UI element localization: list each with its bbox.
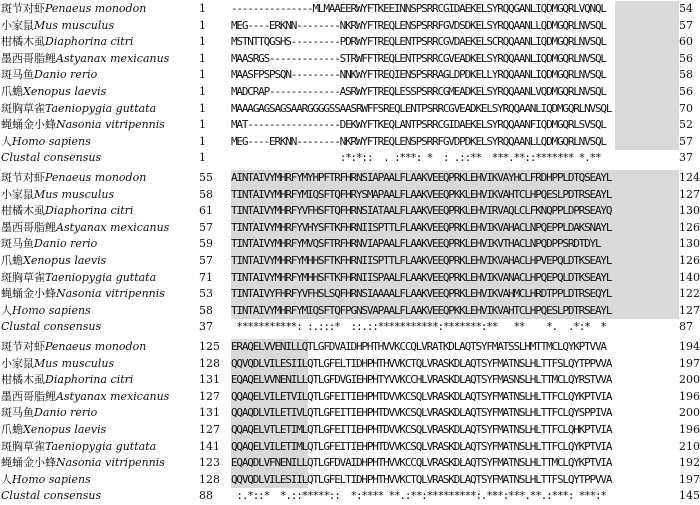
consensus-end-position: 145 (679, 489, 700, 503)
alignment-row (0, 439, 700, 454)
species-label (1, 253, 205, 268)
sequence-end-position: 127 (679, 187, 700, 201)
sequence-start-position: 61 (199, 204, 213, 218)
sequence-start-position: 1 (199, 101, 206, 115)
sequence-end-position: 196 (679, 423, 700, 436)
species-label (1, 356, 205, 371)
species-chinese-name: 斑胸草雀 (1, 439, 45, 453)
sequence-residues: TINTAIVYFHRFYVFHSLSQFHRNSIAAAALFLAAKVEEQPRKLEHVIKVAHMCLHRDTPPLDTRSEQYL (231, 287, 612, 301)
sequence-residues: TINTAIVYMHRFYMHHSFTKFHRNIISPTTLFLAAKVEEQPRKLEHVIKVAHACLHPVEPQLDTKSEAYL (231, 254, 612, 267)
sequence-residues: TINTAIVYMHRFYVFHSFTQFHRNSIATAALFLAAKVEEQPRKLEHVIRVAQLCLFKNQPPLDPRSEAYQ (231, 204, 612, 218)
sequence-end-position: 192 (679, 456, 700, 470)
species-chinese-name: 柑橘木虱 (1, 35, 45, 49)
sequence-residues: EQAQELVVNENILLQTLGFDVGIEHPHTYVVKCCHLVRASKDLAQTSYFMASNSLHLTTMCLQYRSTVVA (231, 373, 612, 387)
species-latin-name: Diaphorina citri (45, 373, 134, 387)
alignment-row (0, 389, 700, 404)
sequence-residues: MEG----ERKNN--------NKRWYFTREQLENSPSRRFGVDSDKELSYRQQAANLLQDMGQRLNVSQL (231, 18, 606, 32)
sequence-end-position: 56 (679, 85, 693, 98)
sequence-start-position: 57 (199, 254, 213, 267)
sequence-start-position: 71 (199, 270, 213, 284)
species-label (1, 389, 205, 404)
sequence-end-position: 57 (679, 18, 693, 32)
species-chinese-name: 小家鼠 (1, 18, 34, 32)
sequence-residues: QQVQDLVILESIILQTLGFELTIDHPHTHVVKCTQLVRASKDLAQTSYFMATNSLHLTTFSLQYTPPVVA (231, 472, 612, 486)
sequence-start-position: 1 (199, 134, 206, 148)
sequence-residues: MADCRAP-------------ASRWYFTREQLESSPSRRCGMEADKELSYRQQAANLVQDMGQRLNVSQL (231, 85, 606, 98)
sequence-residues: EQAQDLVFNENILLQTLGFDVAIDHPHTHVVKCCQLVRASKDLAQTSYFMATNSLHLTTMCLQYKPTVIA (231, 456, 612, 470)
alignment-row (0, 187, 700, 202)
species-label (1, 34, 205, 49)
species-chinese-name: 蝇蛹金小蜂 (1, 456, 56, 470)
sequence-end-position: 127 (679, 303, 700, 317)
sequence-start-position: 1 (199, 35, 206, 49)
sequence-end-position: 124 (679, 171, 700, 184)
sequence-end-position: 52 (679, 118, 693, 132)
sequence-end-position: 56 (679, 51, 693, 65)
alignment-row (0, 253, 700, 268)
species-latin-name: Nasonia vitripennis (56, 456, 165, 470)
consensus-end-position: 37 (679, 151, 693, 165)
alignment-row (0, 286, 700, 301)
species-label (1, 134, 205, 149)
species-label (1, 439, 205, 454)
alignment-row (0, 339, 700, 354)
species-chinese-name: 小家鼠 (1, 356, 34, 370)
alignment-row (0, 203, 700, 218)
alignment-row (0, 67, 700, 82)
species-label (1, 286, 205, 301)
species-label (1, 203, 205, 218)
species-latin-name: Mus musculus (34, 356, 115, 370)
sequence-start-position: 141 (199, 439, 220, 453)
species-latin-name: Taeniopygia guttata (45, 270, 157, 284)
sequence-end-position: 196 (679, 389, 700, 403)
species-chinese-name: 斑马鱼 (1, 406, 34, 420)
sequence-residues: QQAQDLVILETIVLQTLGFEITIEHPHTDVVKCSQLVRASKDLAQTSYFMATNSLHLTTFCLQYSPPIVA (231, 406, 612, 420)
species-label (1, 303, 205, 318)
species-label (1, 84, 205, 99)
consensus-label: Clustal consensus (1, 151, 102, 165)
sequence-residues: ERAQELVVENILLQTLGFDVAIDHPHTHVVKCCQLVRATKDLAQTSYFMATSSLHMTTMCLQYKPTVVA (231, 340, 606, 353)
sequence-start-position: 131 (199, 373, 220, 387)
species-latin-name: Danio rerio (34, 237, 98, 251)
sequence-end-position: 122 (679, 287, 700, 301)
species-chinese-name: 人 (1, 134, 12, 148)
species-latin-name: Homo sapiens (12, 472, 91, 486)
consensus-start-position: 88 (199, 489, 213, 503)
species-label (1, 1, 205, 16)
species-latin-name: Diaphorina citri (45, 204, 134, 218)
species-label (1, 101, 205, 116)
sequence-residues: QQAQELVTLETIMLQTLGFEITIEHPHTDVVKCSQLVRASKDLAQTSYFMATNSLHLTTFCLQHKPTVIA (231, 423, 612, 436)
sequence-start-position: 128 (199, 472, 220, 486)
alignment-row (0, 472, 700, 487)
alignment-row (0, 236, 700, 251)
sequence-start-position: 1 (199, 18, 206, 32)
species-latin-name: Danio rerio (34, 406, 98, 420)
species-chinese-name: 柑橘木虱 (1, 204, 45, 218)
species-chinese-name: 人 (1, 472, 12, 486)
species-chinese-name: 斑节对虾 (1, 171, 45, 184)
species-label (1, 270, 205, 285)
species-chinese-name: 墨西哥脂鲤 (1, 220, 56, 234)
sequence-residues: ---------------MLMAAEERWYFTKEEINNSPSRRCGIDAEKELSYRQQGANLIQDMGQRLVQNQL (231, 2, 606, 15)
sequence-residues: TINTAIVYMHRFYMIQSFTQFHRYSMAPAALFLAAKVEEQPKKLEHVIKVAHTCLHPQESLPDTRSEAYL (231, 187, 612, 201)
species-chinese-name: 柑橘木虱 (1, 373, 45, 387)
sequence-residues: MAASRGS-------------STRWFFTREQLENTPSRRCGVEADKELSYRQQAANLIQDMGQRLNVSQL (231, 51, 606, 65)
sequence-end-position: 130 (679, 204, 700, 218)
species-latin-name: Danio rerio (34, 68, 98, 82)
sequence-start-position: 1 (199, 118, 206, 132)
sequence-residues: MSTNTTQGSHS---------PDRWYFTREQLENTPSRRCGVDAEKELSCRQQAANLIQDMGQRLNVSQL (231, 35, 606, 49)
species-label (1, 236, 205, 251)
clustal-consensus-row (0, 319, 700, 334)
species-chinese-name: 小家鼠 (1, 187, 34, 201)
sequence-end-position: 197 (679, 472, 700, 486)
sequence-residues: MEG----ERKNN--------NKRWYFTREQLENSPSRRFGVDPDKELSYRQQAANLLQDMGQRLNVSQL (231, 134, 606, 148)
alignment-row (0, 51, 700, 66)
species-label (1, 117, 205, 132)
clustal-consensus-row (0, 488, 700, 503)
species-latin-name: Taeniopygia guttata (45, 101, 157, 115)
species-latin-name: Mus musculus (34, 187, 115, 201)
sequence-end-position: 54 (679, 2, 693, 15)
sequence-start-position: 57 (199, 220, 213, 234)
sequence-residues: MAASFPSPSQN---------NNKWYFTREQIENSPSRRAGLDPDKELLYRQQAANLIQDMGQRLNVSQL (231, 68, 606, 82)
alignment-row (0, 270, 700, 285)
sequence-start-position: 1 (199, 2, 206, 15)
species-latin-name: Nasonia vitripennis (56, 287, 165, 301)
alignment-row (0, 117, 700, 132)
sequence-residues: TINTAIVYMHRFYMHHSFTKFHRNIISPAALFLAAKVEEQPRKLEHVIKVANACLHPQEPQLDTKSEAYL (231, 270, 612, 284)
species-chinese-name: 斑马鱼 (1, 237, 34, 251)
species-chinese-name: 蝇蛹金小蜂 (1, 287, 56, 301)
sequence-start-position: 59 (199, 237, 213, 251)
alignment-row (0, 84, 700, 99)
species-latin-name: Astyanax mexicanus (56, 389, 170, 403)
alignment-row (0, 372, 700, 387)
sequence-start-position: 125 (199, 340, 220, 353)
sequence-start-position: 58 (199, 187, 213, 201)
species-chinese-name: 爪蟾 (1, 85, 23, 98)
consensus-label: Clustal consensus (1, 489, 102, 503)
sequence-end-position: 70 (679, 101, 693, 115)
sequence-start-position: 53 (199, 287, 213, 301)
alignment-row (0, 134, 700, 149)
alignment-row (0, 356, 700, 371)
sequence-residues: MAT-----------------DEKWYFTKEQLANTPSRRCGIDAEKELSYRQQAANFIQDMGQRLSVSQL (231, 118, 606, 132)
species-latin-name: Xenopus laevis (23, 254, 107, 267)
sequence-end-position: 58 (679, 68, 693, 82)
consensus-start-position: 1 (199, 151, 206, 165)
species-latin-name: Astyanax mexicanus (56, 51, 170, 65)
sequence-residues: AINTAIVYMHRFYMYHPFTRFHRNSIAPAALFLAAKVEEQPRKLEHVIKVAYHCLFRDHPPLDTQSEAYL (231, 171, 612, 184)
sequence-end-position: 200 (679, 373, 700, 387)
species-latin-name: Penaeus monodon (45, 171, 147, 184)
alignment-block-1 (0, 1, 700, 167)
alignment-row (0, 303, 700, 318)
species-label (1, 67, 205, 82)
species-label (1, 472, 205, 487)
alignment-block-2 (0, 170, 700, 336)
consensus-symbols: :.*::* *.::*****:: *:**** **.:**:*********:.***:***.**.:***: ***:* (231, 489, 606, 503)
sequence-end-position: 130 (679, 237, 700, 251)
sequence-start-position: 123 (199, 456, 220, 470)
sequence-residues: TINTAIVYMHRFYVHYSFTKFHRNIISPTTLFLAAKVEEQPRKLEHVIKVAHACLNPQEPPLDAKSNAYL (231, 220, 612, 234)
consensus-start-position: 37 (199, 320, 213, 334)
sequence-start-position: 131 (199, 406, 220, 420)
species-chinese-name: 人 (1, 303, 12, 317)
species-label (1, 372, 205, 387)
species-label (1, 170, 205, 185)
alignment-row (0, 405, 700, 420)
sequence-start-position: 55 (199, 171, 213, 184)
sequence-start-position: 127 (199, 423, 220, 436)
sequence-end-position: 60 (679, 35, 693, 49)
species-chinese-name: 爪蟾 (1, 423, 23, 436)
species-latin-name: Mus musculus (34, 18, 115, 32)
sequence-start-position: 1 (199, 68, 206, 82)
species-chinese-name: 斑胸草雀 (1, 101, 45, 115)
sequence-start-position: 58 (199, 303, 213, 317)
sequence-start-position: 1 (199, 85, 206, 98)
species-latin-name: Astyanax mexicanus (56, 220, 170, 234)
alignment-block-3 (0, 339, 700, 505)
species-label (1, 187, 205, 202)
sequence-end-position: 57 (679, 134, 693, 148)
sequence-start-position: 128 (199, 356, 220, 370)
species-chinese-name: 斑马鱼 (1, 68, 34, 82)
sequence-end-position: 197 (679, 356, 700, 370)
species-latin-name: Penaeus monodon (45, 2, 147, 15)
species-label (1, 405, 205, 420)
sequence-start-position: 1 (199, 51, 206, 65)
sequence-residues: QQVQDLVILESIILQTLGFELTIDHPHTHVVKCTQLVRASKDLAQTSYFMATNSLHLTTFSLQYTPPVVA (231, 356, 612, 370)
sequence-end-position: 200 (679, 406, 700, 420)
species-chinese-name: 斑节对虾 (1, 2, 45, 15)
species-chinese-name: 爪蟾 (1, 254, 23, 267)
sequence-end-position: 126 (679, 220, 700, 234)
alignment-row (0, 1, 700, 16)
sequence-residues: TINTAIVYMHRFYMIQSFTQFPGNSVAPAALFLAAKVEEQPKKLEHVIKVAHTCLHPQESLPDTRSEAYL (231, 303, 612, 317)
alignment-row (0, 170, 700, 185)
species-latin-name: Xenopus laevis (23, 423, 107, 436)
species-label (1, 51, 205, 66)
alignment-row (0, 34, 700, 49)
species-chinese-name: 墨西哥脂鲤 (1, 51, 56, 65)
species-label (1, 455, 205, 470)
alignment-row (0, 422, 700, 437)
species-latin-name: Nasonia vitripennis (56, 118, 165, 132)
alignment-row (0, 455, 700, 470)
sequence-end-position: 210 (679, 439, 700, 453)
consensus-symbols: :*:*:: . :***: * : .::** ***.**::******* *.** (231, 151, 601, 165)
sequence-residues: TINTAIVYMHRFYMVQSFTRFHRNVIAPAALFLAAKVEEQPRKLEHVIKVTHACLNPQDPPSRDTDYL (231, 237, 601, 251)
sequence-start-position: 127 (199, 389, 220, 403)
sequence-residues: QQAQELVILETVILQTLGFEITIEHPHTDVVKCSQLVRASKDLAQTSYFMATNSLHLTTFCLQYKPTVIA (231, 389, 612, 403)
species-label (1, 18, 205, 33)
species-label (1, 422, 205, 437)
sequence-residues: MAAAGAGSAGSAARGGGGSSAASRWFFSREQLENTPSRRCGVEADKELSYRQQAANLIQDMGQRLNVSQL (231, 101, 612, 115)
consensus-symbols: ***********: :.:::* ::.::***********:*******:** ** *. .*:* * (231, 320, 606, 334)
consensus-end-position: 87 (679, 320, 693, 334)
sequence-end-position: 140 (679, 270, 700, 284)
species-label (1, 339, 205, 354)
species-label (1, 220, 205, 235)
species-chinese-name: 斑节对虾 (1, 340, 45, 353)
species-chinese-name: 蝇蛹金小蜂 (1, 118, 56, 132)
species-latin-name: Homo sapiens (12, 303, 91, 317)
species-latin-name: Xenopus laevis (23, 85, 107, 98)
species-chinese-name: 墨西哥脂鲤 (1, 389, 56, 403)
consensus-label: Clustal consensus (1, 320, 102, 334)
clustal-consensus-row (0, 150, 700, 165)
sequence-end-position: 126 (679, 254, 700, 267)
species-latin-name: Diaphorina citri (45, 35, 134, 49)
species-latin-name: Taeniopygia guttata (45, 439, 157, 453)
sequence-end-position: 194 (679, 340, 700, 353)
alignment-row (0, 18, 700, 33)
alignment-row (0, 101, 700, 116)
species-chinese-name: 斑胸草雀 (1, 270, 45, 284)
species-latin-name: Homo sapiens (12, 134, 91, 148)
alignment-row (0, 220, 700, 235)
sequence-residues: QQAQELVILETIMLQTLGFEITIEHPHTDVVKCSQLVRASKDLAQTSYFMATNSLHLTTFCLQYKPTVIA (231, 439, 612, 453)
species-latin-name: Penaeus monodon (45, 340, 147, 353)
